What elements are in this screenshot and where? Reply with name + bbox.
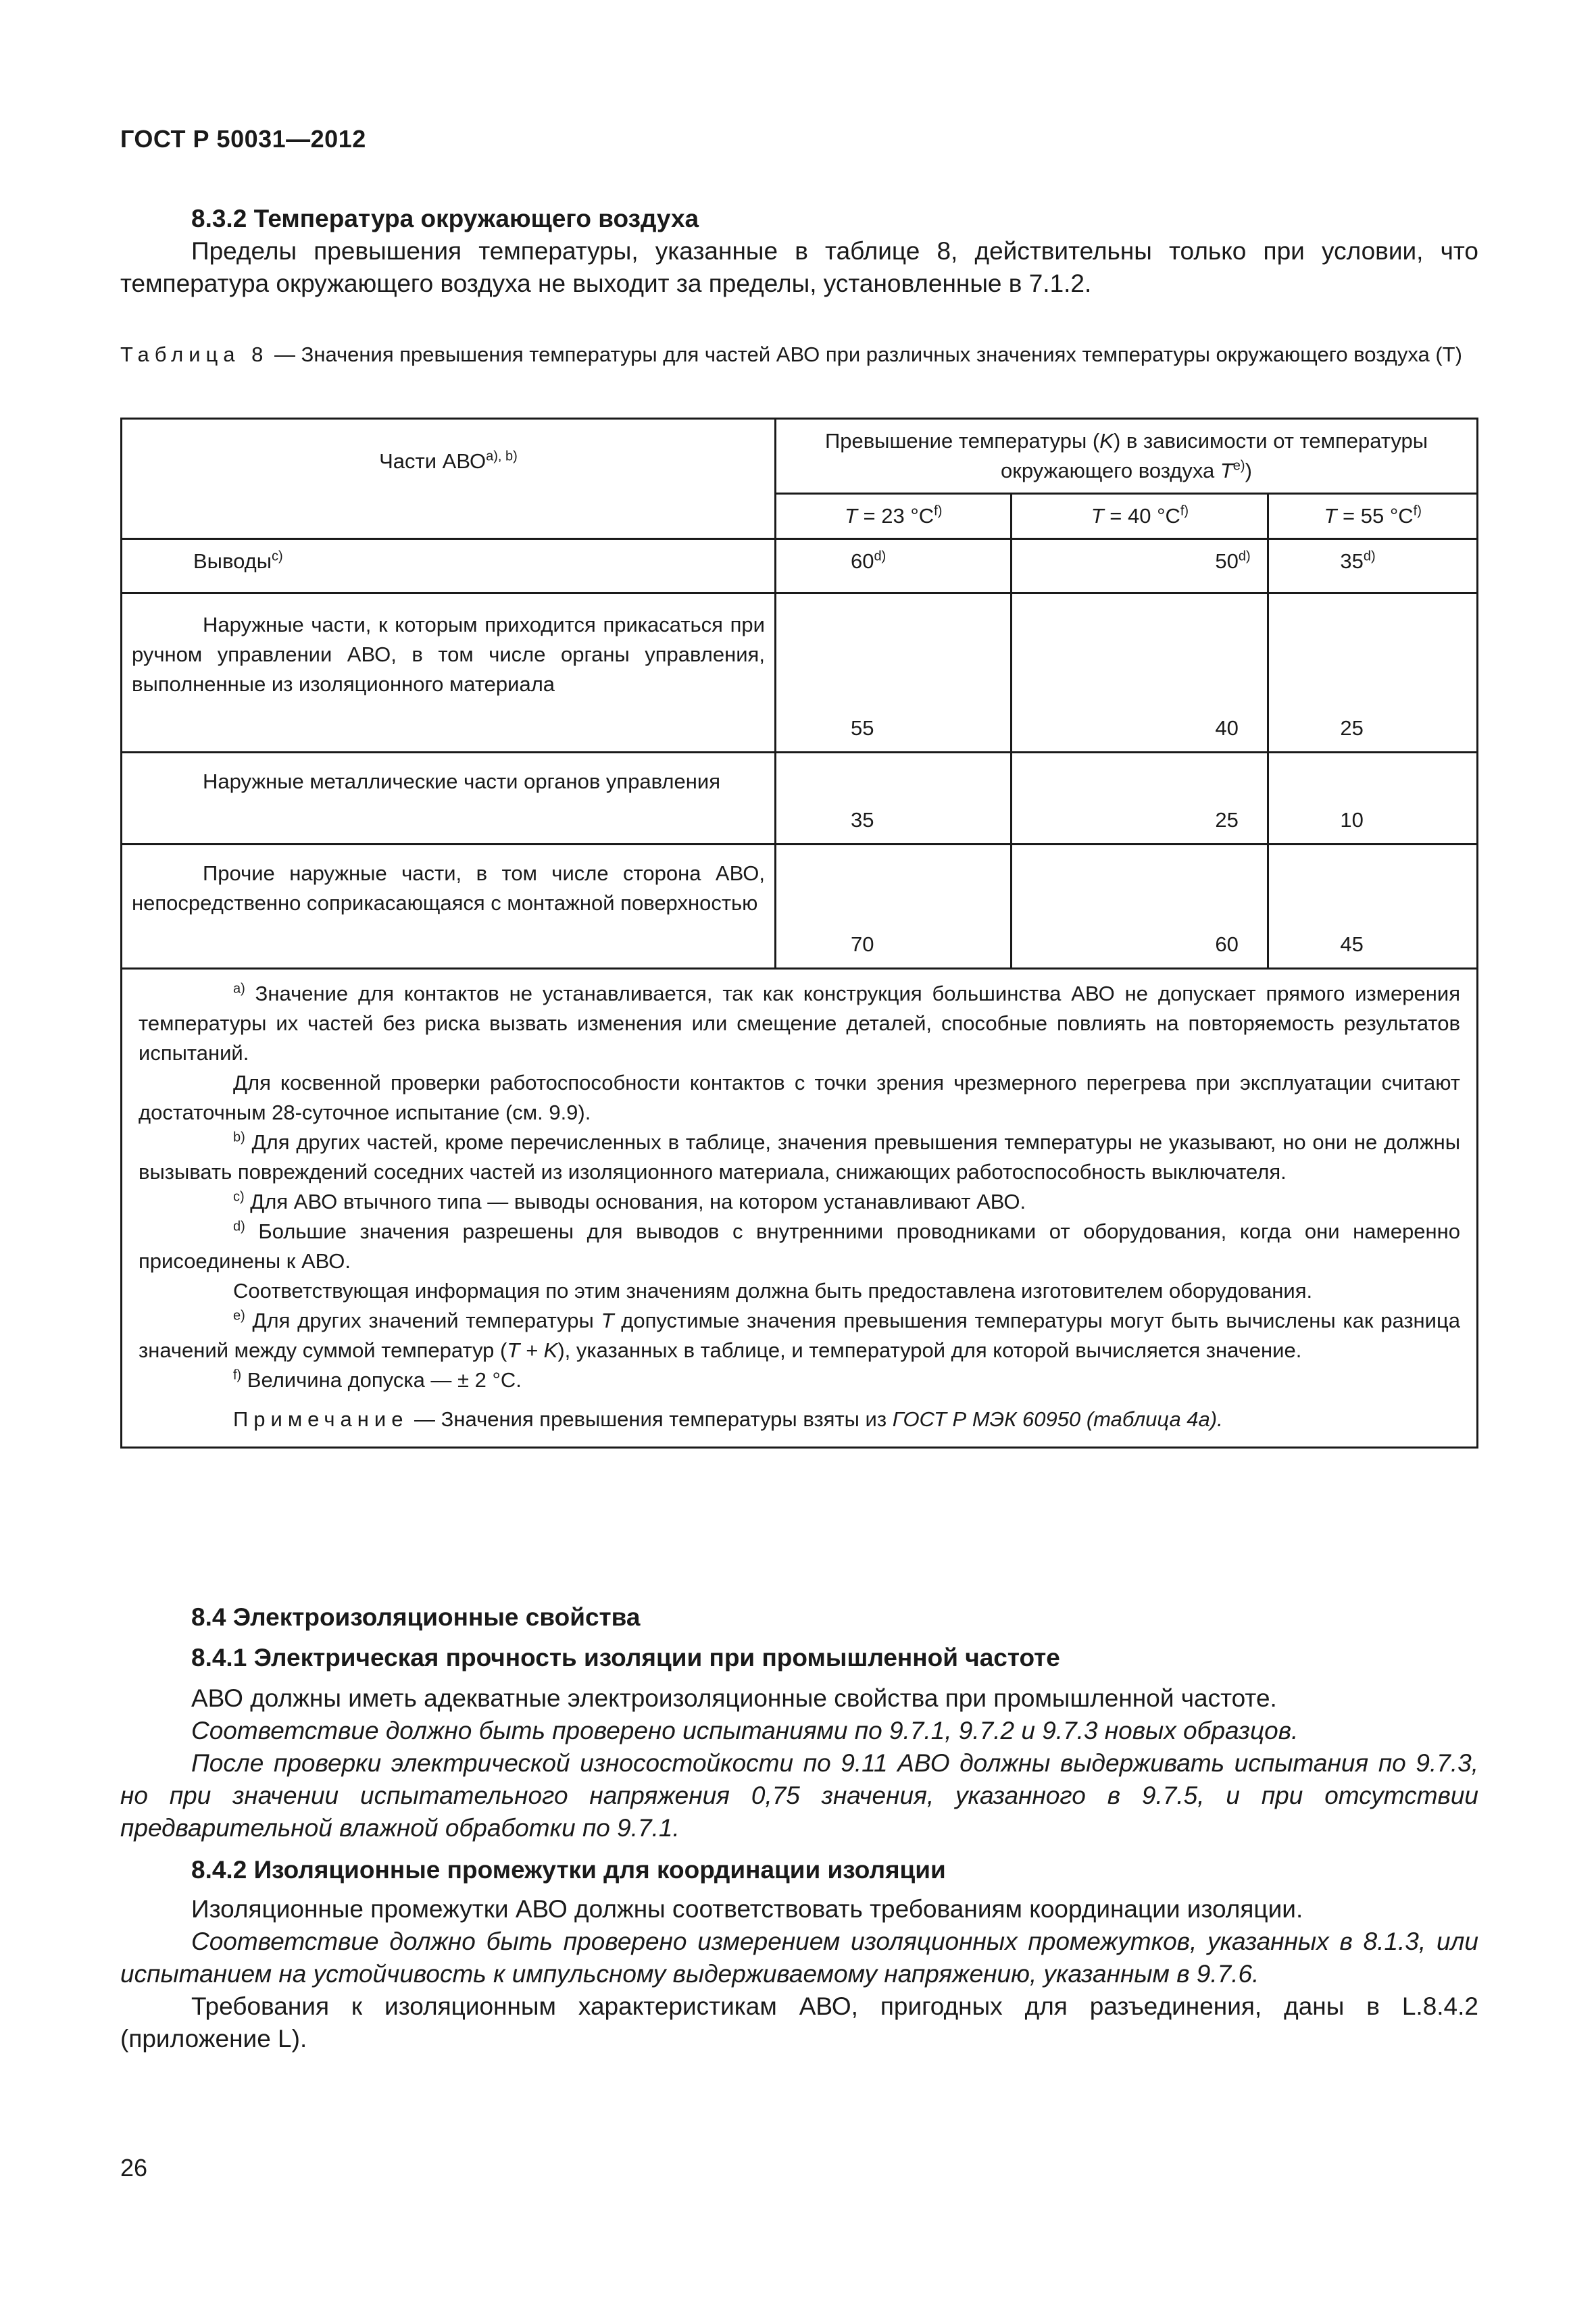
cell-value: 10 [1268,753,1478,845]
section-title: 8.3.2 Температура окружающего воздуха [191,205,699,232]
header-temp-23: T = 23 $^\circ C^{f)}$ [775,494,1011,539]
row-label: Наружные части, к которым приходится прикасаться при ручном управлении АВО, в том числе органы управления, выполненные из изоляционного материала [122,593,776,753]
row-label: Наружные металлические части органов управления [122,753,776,845]
footnote-a: $^{a)}$ Значение для контактов не устанавливается, так как конструкция большинства АВО не допускает прямого измерения температуры их частей без риска вызвать изменения или смещение деталей, способные повлиять на повторяемость результатов испытаний. [139,981,1460,1065]
table-row [122,593,1478,753]
paragraph: Соответствие должно быть проверено измерением изоляционных промежутков, указанных в 8.1.3, или испытанием на устойчивость к импульсному выдерживаемому напряжению, указанным в 9.7.6. [120,1928,1478,1988]
cell-value: 35$^{d)}$ [1268,539,1478,593]
cell-value: 40 [1012,593,1268,753]
cell-value: 50$^{d)}$ [1012,539,1268,593]
paragraph: Пределы превышения температуры, указанные в таблице 8, действительны только при условии, что температура окружающего воздуха не выходит за пределы, установленные в 7.1.2. [120,237,1478,297]
cell-value: 25 [1012,753,1268,845]
table-caption-text: — Значения превышения температуры для частей АВО при различных значениях температуры окружающего воздуха (Т) [268,343,1462,366]
section-8-3-2 [120,203,1478,300]
subsection-title: 8.4.2 Изоляционные промежутки для координации изоляции [191,1856,946,1884]
page-number: 26 [120,2154,148,2182]
table-header-row [122,419,1478,494]
cell-value: 70 [775,845,1011,969]
header-parts: Части $АВО^{a), b)}$ [122,419,776,539]
cell-value: 35 [775,753,1011,845]
header-temp-40: T = 40 $^\circ C^{f)}$ [1012,494,1268,539]
cell-value: 45 [1268,845,1478,969]
footnote-f: $^{f)}$ Величина допуска — ± 2 °C. [233,1367,522,1392]
paragraph: Соответствие должно быть проверено испытаниями по 9.7.1, 9.7.2 и 9.7.3 новых образцов. [191,1717,1299,1744]
table-row [122,845,1478,969]
row-label: Прочие наружные части, в том числе сторона АВО, непосредственно соприкасающаяся с монтажной поверхностью [122,845,776,969]
paragraph: Изоляционные промежутки АВО должны соответствовать требованиям координации изоляции. [191,1895,1303,1923]
table-row [122,539,1478,593]
footnote-c: $^{c)}$ Для АВО втычного типа — выводы основания, на котором устанавливают АВО. [233,1189,1026,1213]
header-temp-55: T = 55 $^\circ C^{f)}$ [1268,494,1478,539]
table-caption [120,341,1478,368]
paragraph: После проверки электрической износостойкости по 9.11 АВО должны выдерживать испытания по 9.7.3, но при значении испытательного напряжения 0,75 значения, указанного в 9.7.5, и при отсутствии предварительной влажной обработки по 9.7.1. [120,1749,1478,1842]
table-note: Примечание — Значения превышения температуры взяты из ГОСТ Р МЭК 60950 (таблица 4а). [233,1407,1223,1431]
table-footnotes [122,969,1478,1448]
footnote-d-continued: Соответствующая информация по этим значениям должна быть предоставлена изготовителем оборудования. [233,1279,1313,1303]
paragraph: Требования к изоляционным характеристикам АВО, пригодных для разъединения, даны в L.8.4.2 (приложение L). [120,1992,1478,2053]
table-caption-label: Таблица 8 [120,343,269,366]
footnote-e: $^{e)}$ Для других значений температуры T допустимые значения превышения температуры могут быть вычислены как разница значений между суммой температур (T + K), указанных в таблице, и температурой для которой вычисляется значение. [139,1308,1460,1362]
cell-value: 55 [775,593,1011,753]
cell-value: 25 [1268,593,1478,753]
footnote-b: $^{b)}$ Для других частей, кроме перечисленных в таблице, значения превышения температуры не указывают, но они не должны вызывать повреждений соседних частей из изоляционного материала, снижающих работоспособность выключателя. [139,1130,1460,1184]
section-8-4 [120,1601,1478,2055]
table-row [122,753,1478,845]
footnote-a-continued: Для косвенной проверки работоспособности контактов с точки зрения чрезмерного перегрева при эксплуатации считают достаточным 28-суточное испытание (см. 9.9). [139,1071,1460,1124]
footnote-d: $^{d)}$ Большие значения разрешены для выводов с внутренними проводниками от оборудования, когда они намеренно присоединены к АВО. [139,1219,1460,1273]
temperature-rise-table [120,418,1478,1449]
subsection-title: 8.4.1 Электрическая прочность изоляции при промышленной частоте [191,1644,1060,1671]
cell-value: 60$^{d)}$ [775,539,1011,593]
cell-value: 60 [1012,845,1268,969]
row-label: Выводы$^{c)}$ [122,539,776,593]
document-header: ГОСТ Р 50031—2012 [120,125,366,153]
header-rise: Превышение температуры (K) в зависимости от температуры окружающего воздуха $T^{e)}$) [775,419,1477,494]
paragraph: АВО должны иметь адекватные электроизоляционные свойства при промышленной частоте. [191,1684,1277,1712]
section-title: 8.4 Электроизоляционные свойства [191,1603,641,1631]
table-notes-row [122,969,1478,1448]
